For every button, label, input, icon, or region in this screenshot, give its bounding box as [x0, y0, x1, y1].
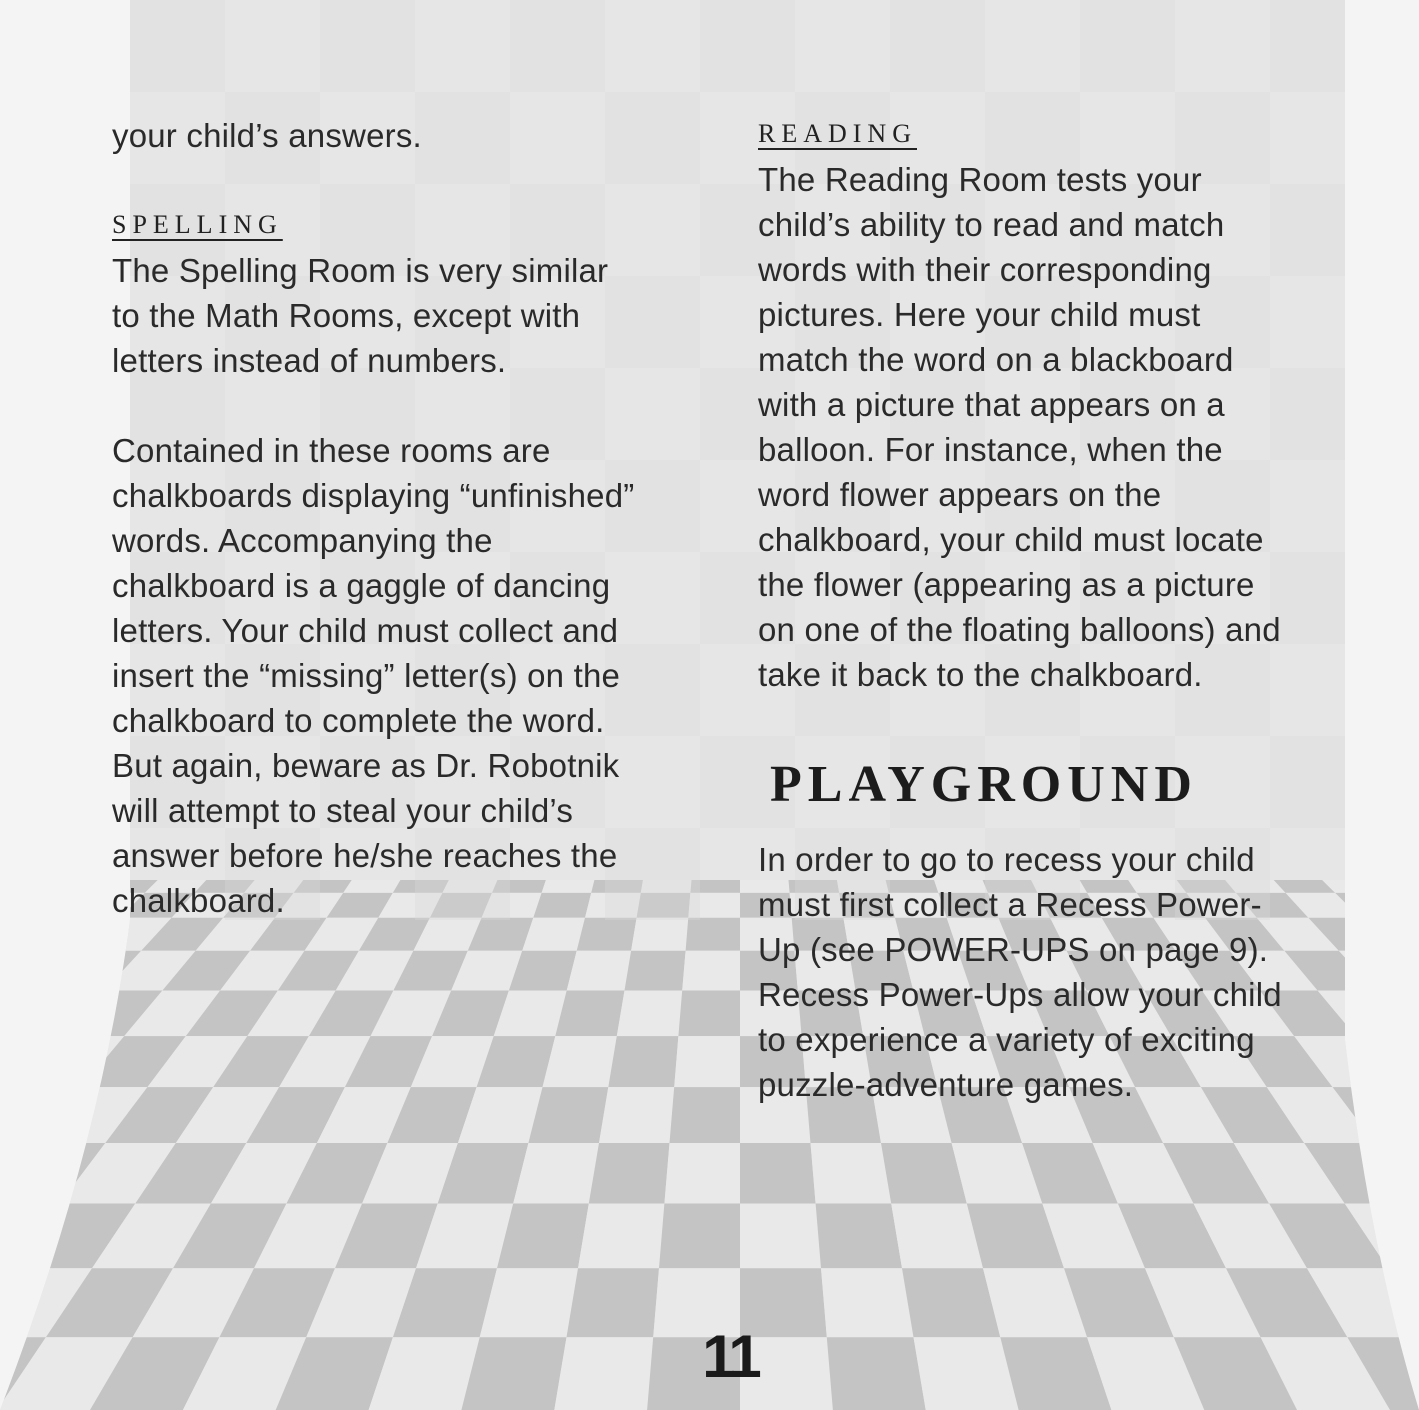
floor-tile	[914, 1337, 1019, 1410]
floor-tile	[543, 1036, 617, 1087]
floor-tile	[0, 1036, 1, 1087]
floor-tile	[0, 1087, 16, 1143]
floor-tile	[17, 893, 96, 918]
reading-heading: READING	[758, 119, 917, 148]
floor-tile	[0, 1268, 11, 1337]
floor-tile	[0, 1204, 60, 1269]
floor-tile	[46, 880, 110, 893]
floor-tile	[1412, 918, 1419, 951]
floor-tile	[827, 1337, 926, 1410]
left-column	[112, 113, 732, 923]
floor-tile	[0, 918, 68, 951]
floor-tile	[599, 1087, 674, 1143]
wall-tile	[700, 0, 795, 92]
floor-tile	[554, 1337, 653, 1410]
floor-tile	[1375, 1143, 1419, 1204]
floor-tile	[480, 1268, 578, 1337]
floor-tile	[1375, 991, 1419, 1037]
playground-heading: PLAYGROUND	[770, 756, 1198, 813]
floor-tile	[902, 1268, 1000, 1337]
floor-tile	[1385, 893, 1419, 918]
spelling-paragraph-1: The Spelling Room is very similar to the Math Rooms, except with letters instead of numbers.	[112, 252, 609, 379]
floor-tile	[608, 1036, 678, 1087]
floor-tile	[811, 1143, 892, 1204]
wall-tile	[510, 0, 605, 92]
floor-tile	[1393, 951, 1419, 991]
floor-tile	[659, 1204, 740, 1269]
spelling-heading: SPELLING	[112, 210, 283, 239]
floor-tile	[1399, 1087, 1419, 1143]
floor-tile	[740, 1204, 821, 1269]
floor-tile	[0, 951, 32, 991]
floor-tile	[678, 991, 740, 1037]
wall-tile	[1270, 0, 1365, 92]
intro-line: your child’s answers.	[112, 117, 422, 154]
floor-tile	[664, 1143, 740, 1204]
floor-tile	[674, 1036, 740, 1087]
wall-tile	[320, 0, 415, 92]
reading-paragraph: The Reading Room tests your child’s ability to read and match words with their corresponding pictures. Here your child must match the word on a blackboard with a picture that appears on a balloon. For instance, when the word flower appears on the chalkboard, your child must locate the flower (appearing as a picture on one of the floating balloons) and take it back to the chalkboard.	[758, 161, 1281, 693]
spelling-paragraph-2: Contained in these rooms are chalkboards displaying “unfinished” words. Accompanying the chalkboard is a gaggle of dancing letters. Your child must collect and insert the “missing” letter(s) on the chalkboard to complete the word. But again, beware as Dr. Robotnik will attempt to steal your child’s answer before he/she reaches the chalkboard.	[112, 432, 635, 919]
floor-tile	[567, 951, 631, 991]
floor-tile	[617, 991, 682, 1037]
floor-tile	[528, 1087, 608, 1143]
floor-tile	[0, 1143, 35, 1204]
floor-tile	[0, 1036, 63, 1087]
playground-paragraph: In order to go to recess your child must first collect a Recess Power- Up (see POWER-UPS on page 9). Recess Power-Ups allow your child to experience a variety of exciting puzzle-adventure games.	[758, 841, 1282, 1103]
floor-tile	[740, 1143, 816, 1204]
floor-tile	[670, 1087, 741, 1143]
floor-tile	[0, 991, 47, 1037]
floor-tile	[682, 951, 740, 991]
floor-tile	[625, 951, 686, 991]
floor-tile	[555, 991, 624, 1037]
floor-tile	[567, 1268, 660, 1337]
floor-tile	[0, 1087, 82, 1143]
floor-tile	[589, 1143, 670, 1204]
floor-tile	[821, 1268, 914, 1337]
wall-tile	[890, 0, 985, 92]
floor-tile	[1371, 880, 1419, 893]
floor-tile	[32, 918, 120, 951]
floor-tile	[461, 1337, 566, 1410]
floor-tile	[816, 1204, 902, 1269]
wall-tile	[130, 0, 225, 92]
floor-tile	[578, 1204, 664, 1269]
floor-tile	[1, 991, 105, 1037]
right-column	[758, 117, 1378, 1107]
page-number: 11	[702, 1323, 758, 1390]
floor-tile	[0, 951, 87, 991]
wall-tile	[1080, 0, 1175, 92]
